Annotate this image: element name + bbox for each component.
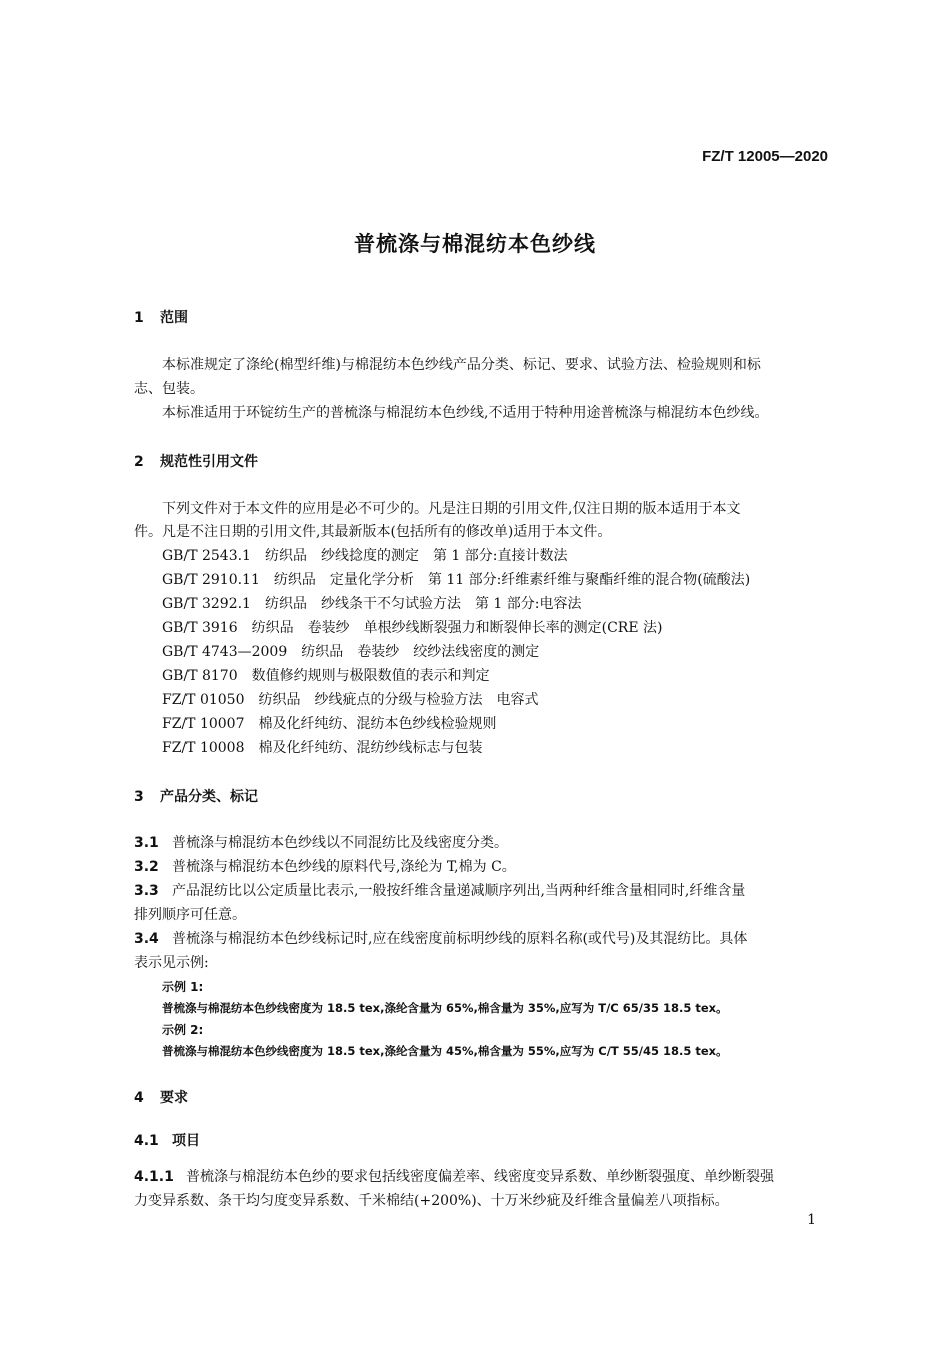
reference-code: FZ/T 10007: [162, 716, 245, 732]
reference-item: [162, 569, 750, 589]
reference-title: 棉及化纤纯纺、混纺本色纱线检验规则: [258, 716, 497, 732]
section-2-heading: [134, 451, 258, 471]
clause-number: 4.1.1: [134, 1169, 174, 1185]
clause-number: 3.2: [134, 859, 159, 875]
paragraph-line: 力变异系数、条干均匀度变异系数、千米棉结(+200%)、十万米纱疵及纤维含量偏差八项指标。: [134, 1193, 729, 1209]
reference-title: 纺织品 定量化学分析 第 11 部分:纤维素纤维与聚酯纤维的混合物(硫酸法): [273, 572, 751, 588]
paragraph-line: 下列文件对于本文件的应用是必不可少的。凡是注日期的引用文件,仅注日期的版本适用于本文: [162, 501, 741, 517]
reference-code: GB/T 4743—2009: [162, 644, 288, 660]
reference-item: [162, 665, 490, 685]
example-1-label: 示例 1:: [162, 980, 204, 994]
document-number: FZ/T 12005—2020: [702, 148, 828, 165]
section-title: 范围: [160, 310, 188, 326]
reference-item: [162, 641, 539, 661]
clause-3-3: [134, 880, 745, 900]
reference-code: GB/T 8170: [162, 668, 238, 684]
reference-code: FZ/T 01050: [162, 692, 245, 708]
section-number: 3: [134, 789, 144, 805]
clause-3-4: [134, 928, 747, 948]
reference-title: 纺织品 纱线捻度的测定 第 1 部分:直接计数法: [264, 548, 568, 564]
subsection-title: 项目: [172, 1133, 200, 1149]
clause-text: 普梳涤与棉混纺本色纱线标记时,应在线密度前标明纱线的原料名称(或代号)及其混纺比。具体: [172, 931, 748, 947]
clause-3-1: [134, 832, 508, 852]
clause-4-1-1: [134, 1166, 774, 1186]
clause-text: 普梳涤与棉混纺本色纱线以不同混纺比及线密度分类。: [172, 835, 508, 851]
paragraph-line: 排列顺序可任意。: [134, 907, 246, 923]
reference-code: GB/T 2543.1: [162, 548, 251, 564]
page-number: 1: [807, 1212, 816, 1228]
paragraph-line: 表示见示例:: [134, 955, 209, 971]
reference-title: 纺织品 纱线条干不匀试验方法 第 1 部分:电容法: [264, 596, 582, 612]
subsection-4-1-heading: [134, 1130, 200, 1150]
document-title: 普梳涤与棉混纺本色纱线: [354, 232, 596, 256]
section-number: 1: [134, 310, 144, 326]
reference-item: [162, 617, 662, 637]
paragraph-line: 件。凡是不注日期的引用文件,其最新版本(包括所有的修改单)适用于本文件。: [134, 524, 612, 540]
paragraph-line: 本标准规定了涤纶(棉型纤维)与棉混纺本色纱线产品分类、标记、要求、试验方法、检验规则和标: [162, 357, 761, 373]
reference-code: FZ/T 10008: [162, 740, 245, 756]
reference-title: 数值修约规则与极限数值的表示和判定: [251, 668, 490, 684]
reference-item: [162, 593, 582, 613]
reference-item: [162, 689, 538, 709]
clause-number: 3.4: [134, 931, 159, 947]
section-title: 规范性引用文件: [160, 454, 258, 470]
reference-title: 纺织品 纱线疵点的分级与检验方法 电容式: [258, 692, 539, 708]
section-title: 要求: [160, 1090, 188, 1106]
example-2-text: 普梳涤与棉混纺本色纱线密度为 18.5 tex,涤纶含量为 45%,棉含量为 55%,应写为 C/T 55/45 18.5 tex。: [162, 1044, 728, 1058]
example-1-text: 普梳涤与棉混纺本色纱线密度为 18.5 tex,涤纶含量为 65%,棉含量为 35%,应写为 T/C 65/35 18.5 tex。: [162, 1001, 728, 1015]
paragraph-line: 本标准适用于环锭纺生产的普梳涤与棉混纺本色纱线,不适用于特种用途普梳涤与棉混纺本色纱线。: [162, 405, 769, 421]
clause-number: 3.1: [134, 835, 159, 851]
reference-item: [162, 713, 496, 733]
example-2-label: 示例 2:: [162, 1023, 204, 1037]
section-3-heading: [134, 786, 258, 806]
paragraph-line: 志、包装。: [134, 381, 204, 397]
clause-text: 普梳涤与棉混纺本色纱的要求包括线密度偏差率、线密度变异系数、单纱断裂强度、单纱断裂强: [186, 1169, 774, 1185]
reference-title: 棉及化纤纯纺、混纺纱线标志与包装: [258, 740, 483, 756]
reference-title: 纺织品 卷装纱 单根纱线断裂强力和断裂伸长率的测定(CRE 法): [251, 620, 663, 636]
clause-text: 产品混纺比以公定质量比表示,一般按纤维含量递减顺序列出,当两种纤维含量相同时,纤维含量: [172, 883, 746, 899]
section-title: 产品分类、标记: [160, 789, 258, 805]
reference-code: GB/T 3292.1: [162, 596, 251, 612]
section-1-heading: [134, 307, 188, 327]
reference-code: GB/T 3916: [162, 620, 238, 636]
section-number: 4: [134, 1090, 144, 1106]
section-4-heading: [134, 1087, 188, 1107]
clause-3-2: [134, 856, 516, 876]
reference-item: [162, 737, 482, 757]
section-number: 2: [134, 454, 144, 470]
reference-item: [162, 545, 568, 565]
clause-text: 普梳涤与棉混纺本色纱线的原料代号,涤纶为 T,棉为 C。: [172, 859, 516, 875]
reference-title: 纺织品 卷装纱 绞纱法线密度的测定: [301, 644, 540, 660]
subsection-number: 4.1: [134, 1133, 159, 1149]
clause-number: 3.3: [134, 883, 159, 899]
reference-code: GB/T 2910.11: [162, 572, 260, 588]
